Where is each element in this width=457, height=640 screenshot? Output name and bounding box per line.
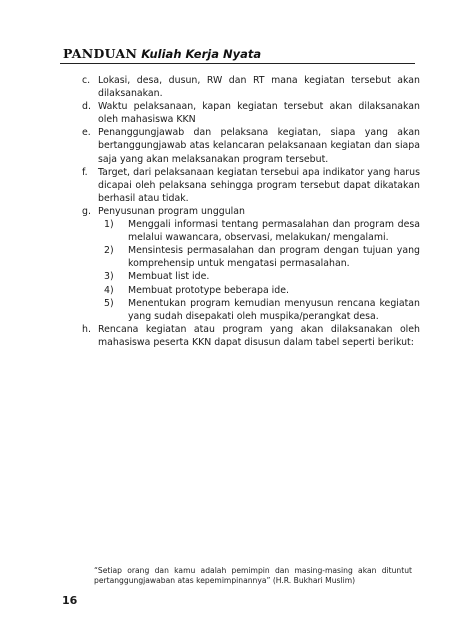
list-item-text: Penyusunan program unggulan (98, 205, 245, 217)
list-marker: g. (82, 205, 91, 217)
list-marker: e. (82, 127, 91, 139)
header-rule (60, 63, 415, 64)
sub-list-marker: 2) (104, 245, 114, 257)
sub-list-item (60, 244, 420, 270)
page-number: 16 (62, 594, 78, 607)
sub-list-marker: 5) (104, 297, 114, 309)
list-marker: d. (82, 101, 91, 113)
sub-list-marker: 1) (104, 219, 114, 231)
list-marker: c. (82, 75, 91, 86)
sub-list-marker: 3) (104, 271, 114, 283)
list-marker: f. (82, 166, 88, 178)
sub-list-marker: 4) (104, 284, 114, 296)
list-item-text: Rencana kegiatan atau program yang akan dilaksanakan oleh mahasiswa peserta KKN dapat disusun dalam tabel seperti berikut: (98, 323, 420, 348)
sub-list-item (60, 270, 420, 283)
list-marker: h. (82, 323, 91, 335)
sub-list-item-text: Menentukan program kemudian menyusun rencana kegiatan yang sudah disepakati oleh muspika/perangkat desa. (128, 297, 420, 322)
list-item-d (60, 100, 420, 126)
list-item-text: Waktu pelaksanaan, kapan kegiatan tersebut akan dilaksanakan oleh mahasiswa KKN (98, 101, 420, 126)
sub-list-g (60, 218, 420, 323)
sub-list-item-text: Mensintesis permasalahan dan program dengan tujuan yang komprehensip untuk mengatasi permasalahan. (128, 245, 420, 270)
list-item-c (60, 74, 420, 100)
header-title-sub: Kuliah Kerja Nyata (141, 47, 262, 61)
sub-list-item-text: Membuat prototype beberapa ide. (128, 284, 289, 296)
list-item-h (60, 323, 420, 349)
list-item-f (60, 166, 420, 205)
list-item-text: Target, dari pelaksanaan kegiatan tersebui apa indikator yang harus dicapai oleh pelaksana sehingga program tersebut dapat dikatakan berhasil atau tidak. (98, 166, 420, 204)
list-item-g (60, 205, 420, 218)
list-item-text: Lokasi, desa, dusun, RW dan RT mana kegiatan tersebut akan dilaksanakan. (98, 75, 420, 100)
sub-list-item (60, 297, 420, 323)
sub-list-item-text: Menggali informasi tentang permasalahan dan program desa melalui wawancara, observasi, melakukan/ mengalami. (128, 219, 420, 244)
list-item-e (60, 126, 420, 165)
body-list (60, 74, 420, 349)
sub-list-item (60, 218, 420, 244)
sub-list-item-text: Membuat list ide. (128, 271, 210, 283)
list-item-text: Penanggungjawab dan pelaksana kegiatan, siapa yang akan bertanggungjawab atas kelancaran pelaksanaan kegiatan dan siapa saja yang akan melaksanakan program tersebut. (98, 127, 420, 165)
footnote-quote: “Setiap orang dan kamu adalah pemimpin dan masing-masing akan dituntut pertanggungjawaban atas kepemimpinannya” (H.R. Bukhari Muslim) (94, 566, 412, 585)
running-header (63, 46, 413, 61)
header-title-strong: PANDUAN (63, 46, 138, 61)
sub-list-item (60, 284, 420, 297)
